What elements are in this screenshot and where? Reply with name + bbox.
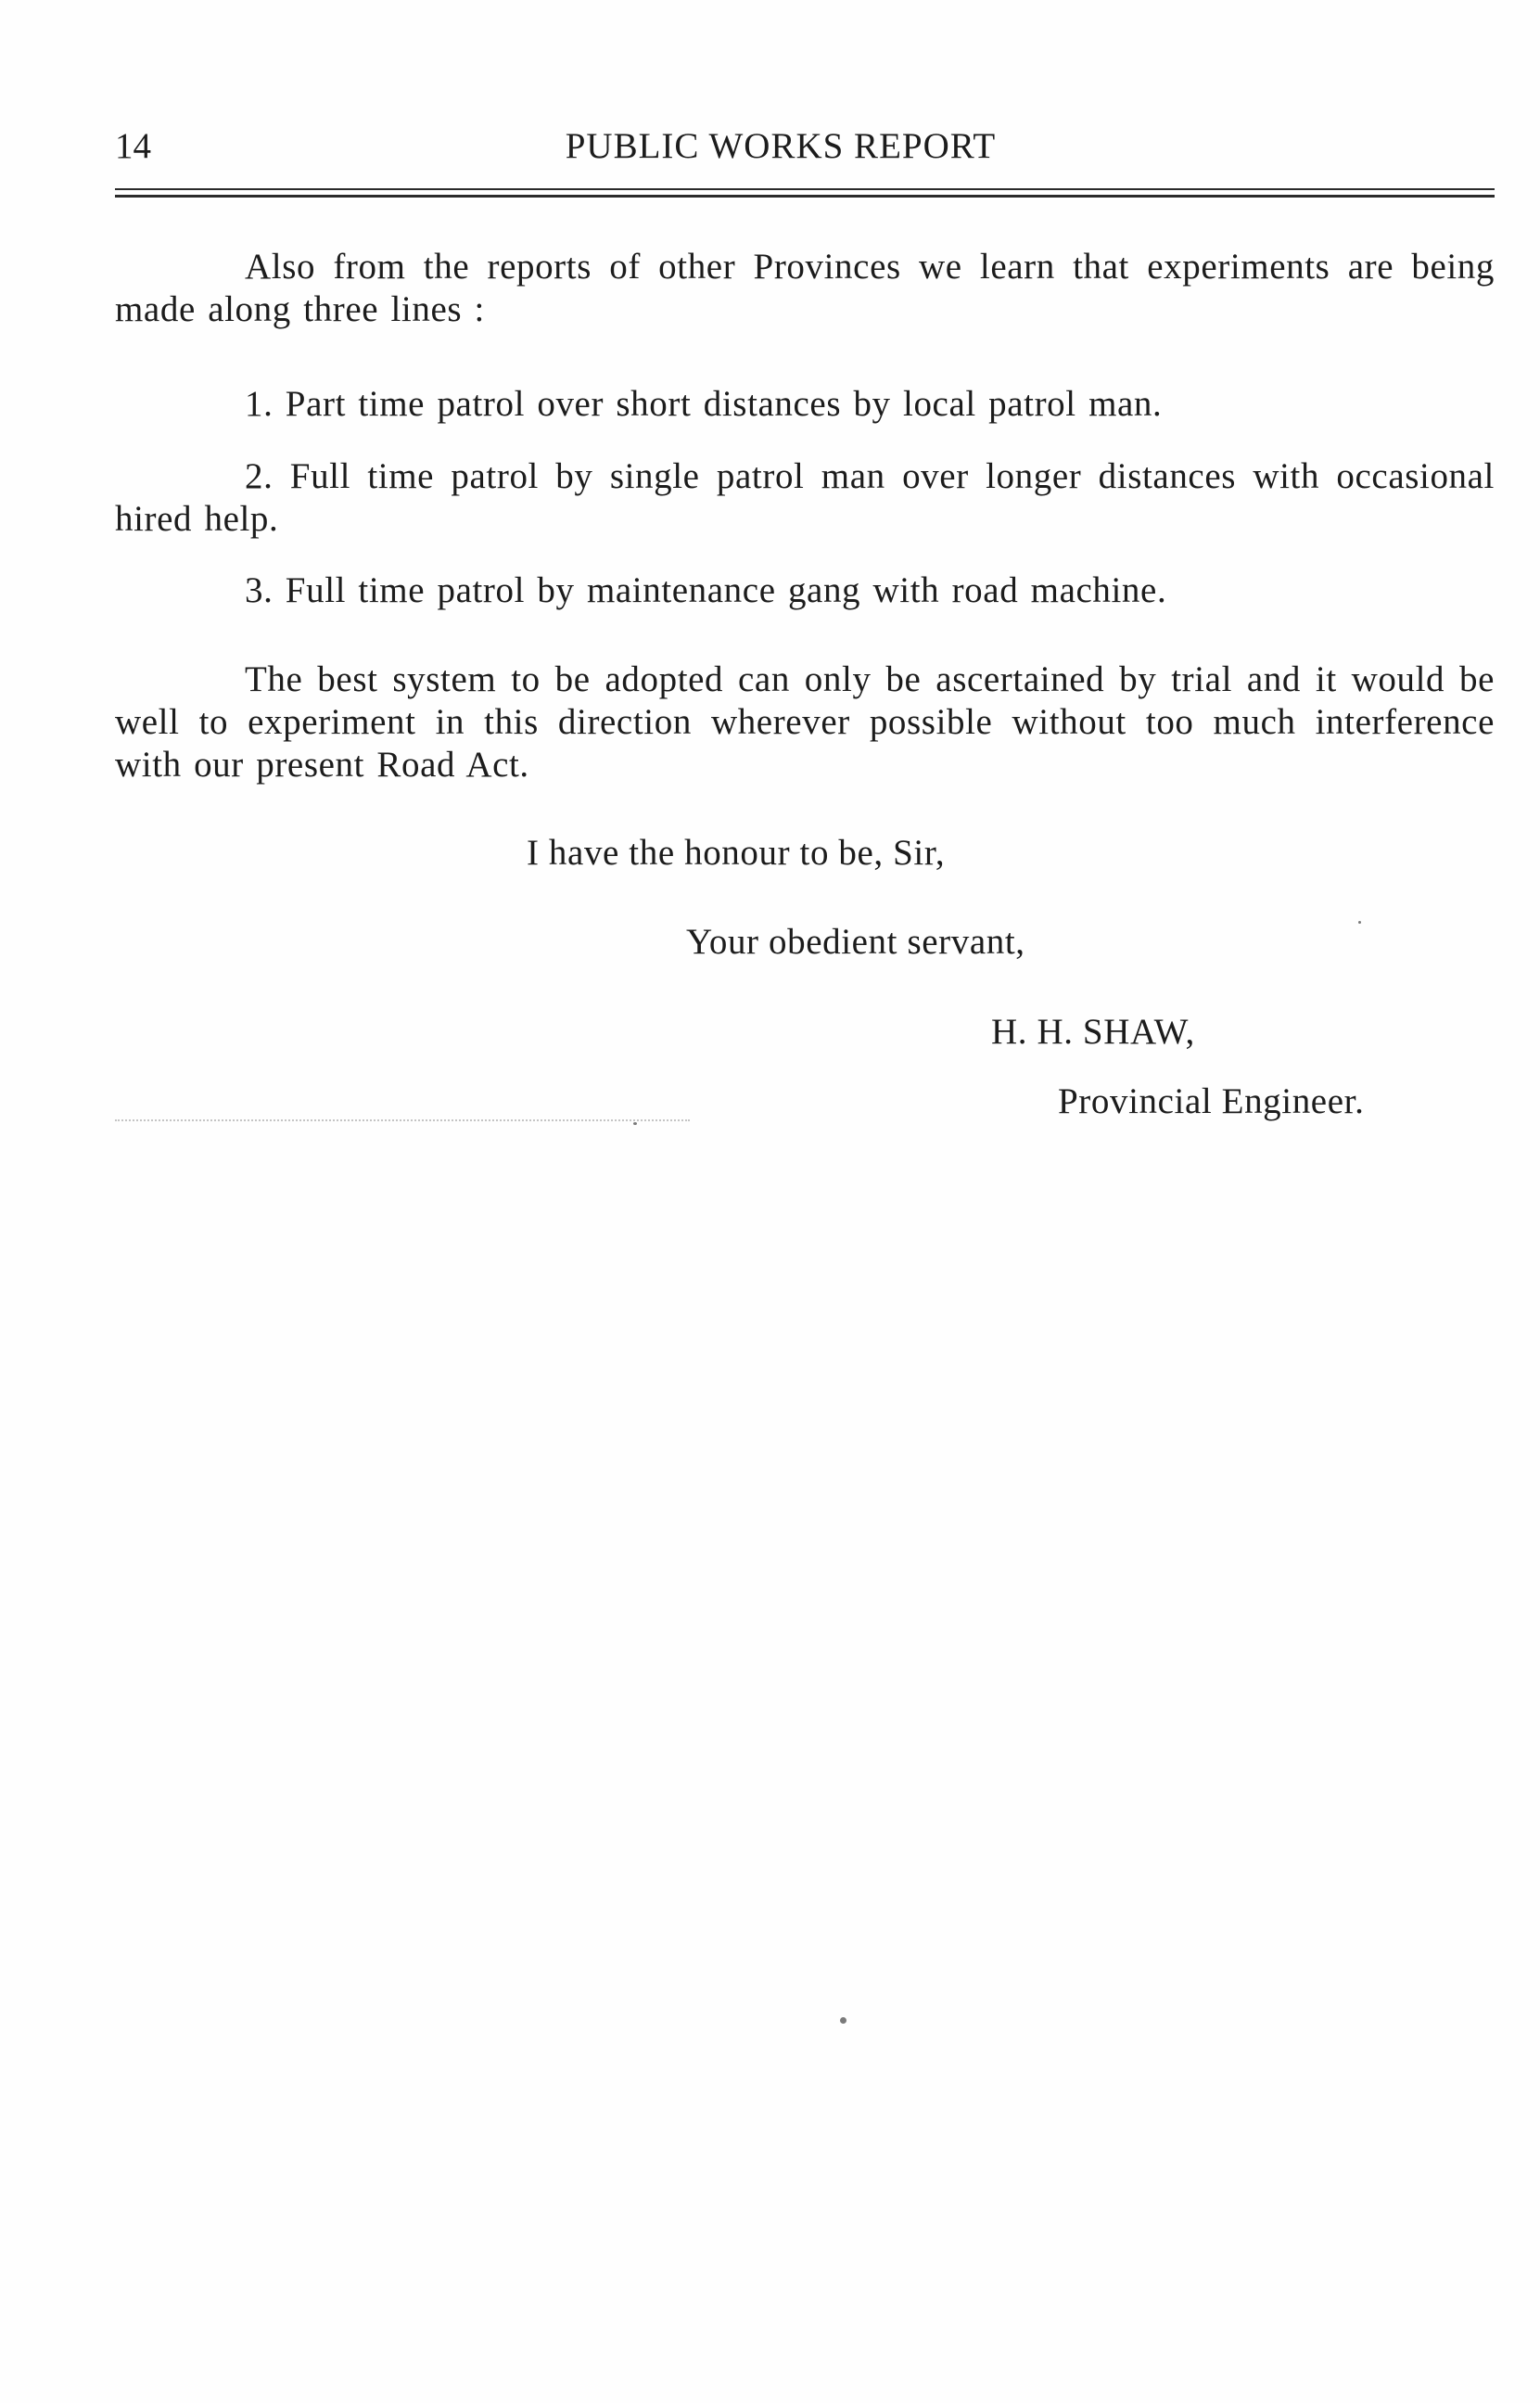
ink-speck — [1358, 921, 1361, 924]
complimentary-close: I have the honour to be, Sir, — [527, 833, 946, 873]
running-title: PUBLIC WORKS REPORT — [565, 126, 997, 166]
conclusion-paragraph: The best system to be adopted can only be ascertained by trial and it would be well to experiment in this direction wherever possible without too much interference with our present Road Act. — [115, 659, 1495, 785]
list-item-1: 1. Part time patrol over short distances by local patrol man. — [245, 384, 1163, 424]
valediction: Your obedient servant, — [686, 922, 1025, 962]
page-number: 14 — [115, 126, 151, 166]
ink-speck — [633, 1122, 637, 1125]
header-double-rule — [115, 188, 1495, 198]
ink-speck — [840, 2017, 846, 2024]
signature-name: H. H. SHAW, — [991, 1012, 1195, 1052]
signature-title: Provincial Engineer. — [1058, 1081, 1365, 1121]
list-item-2: 2. Full time patrol by single patrol man over longer distances with occasional hired help. — [115, 456, 1495, 539]
intro-paragraph: Also from the reports of other Provinces we learn that experiments are being made along three lines : — [115, 247, 1495, 329]
running-header — [115, 121, 1496, 173]
faint-dotted-mark — [115, 1119, 690, 1121]
list-item-3: 3. Full time patrol by maintenance gang with road machine. — [245, 570, 1167, 610]
